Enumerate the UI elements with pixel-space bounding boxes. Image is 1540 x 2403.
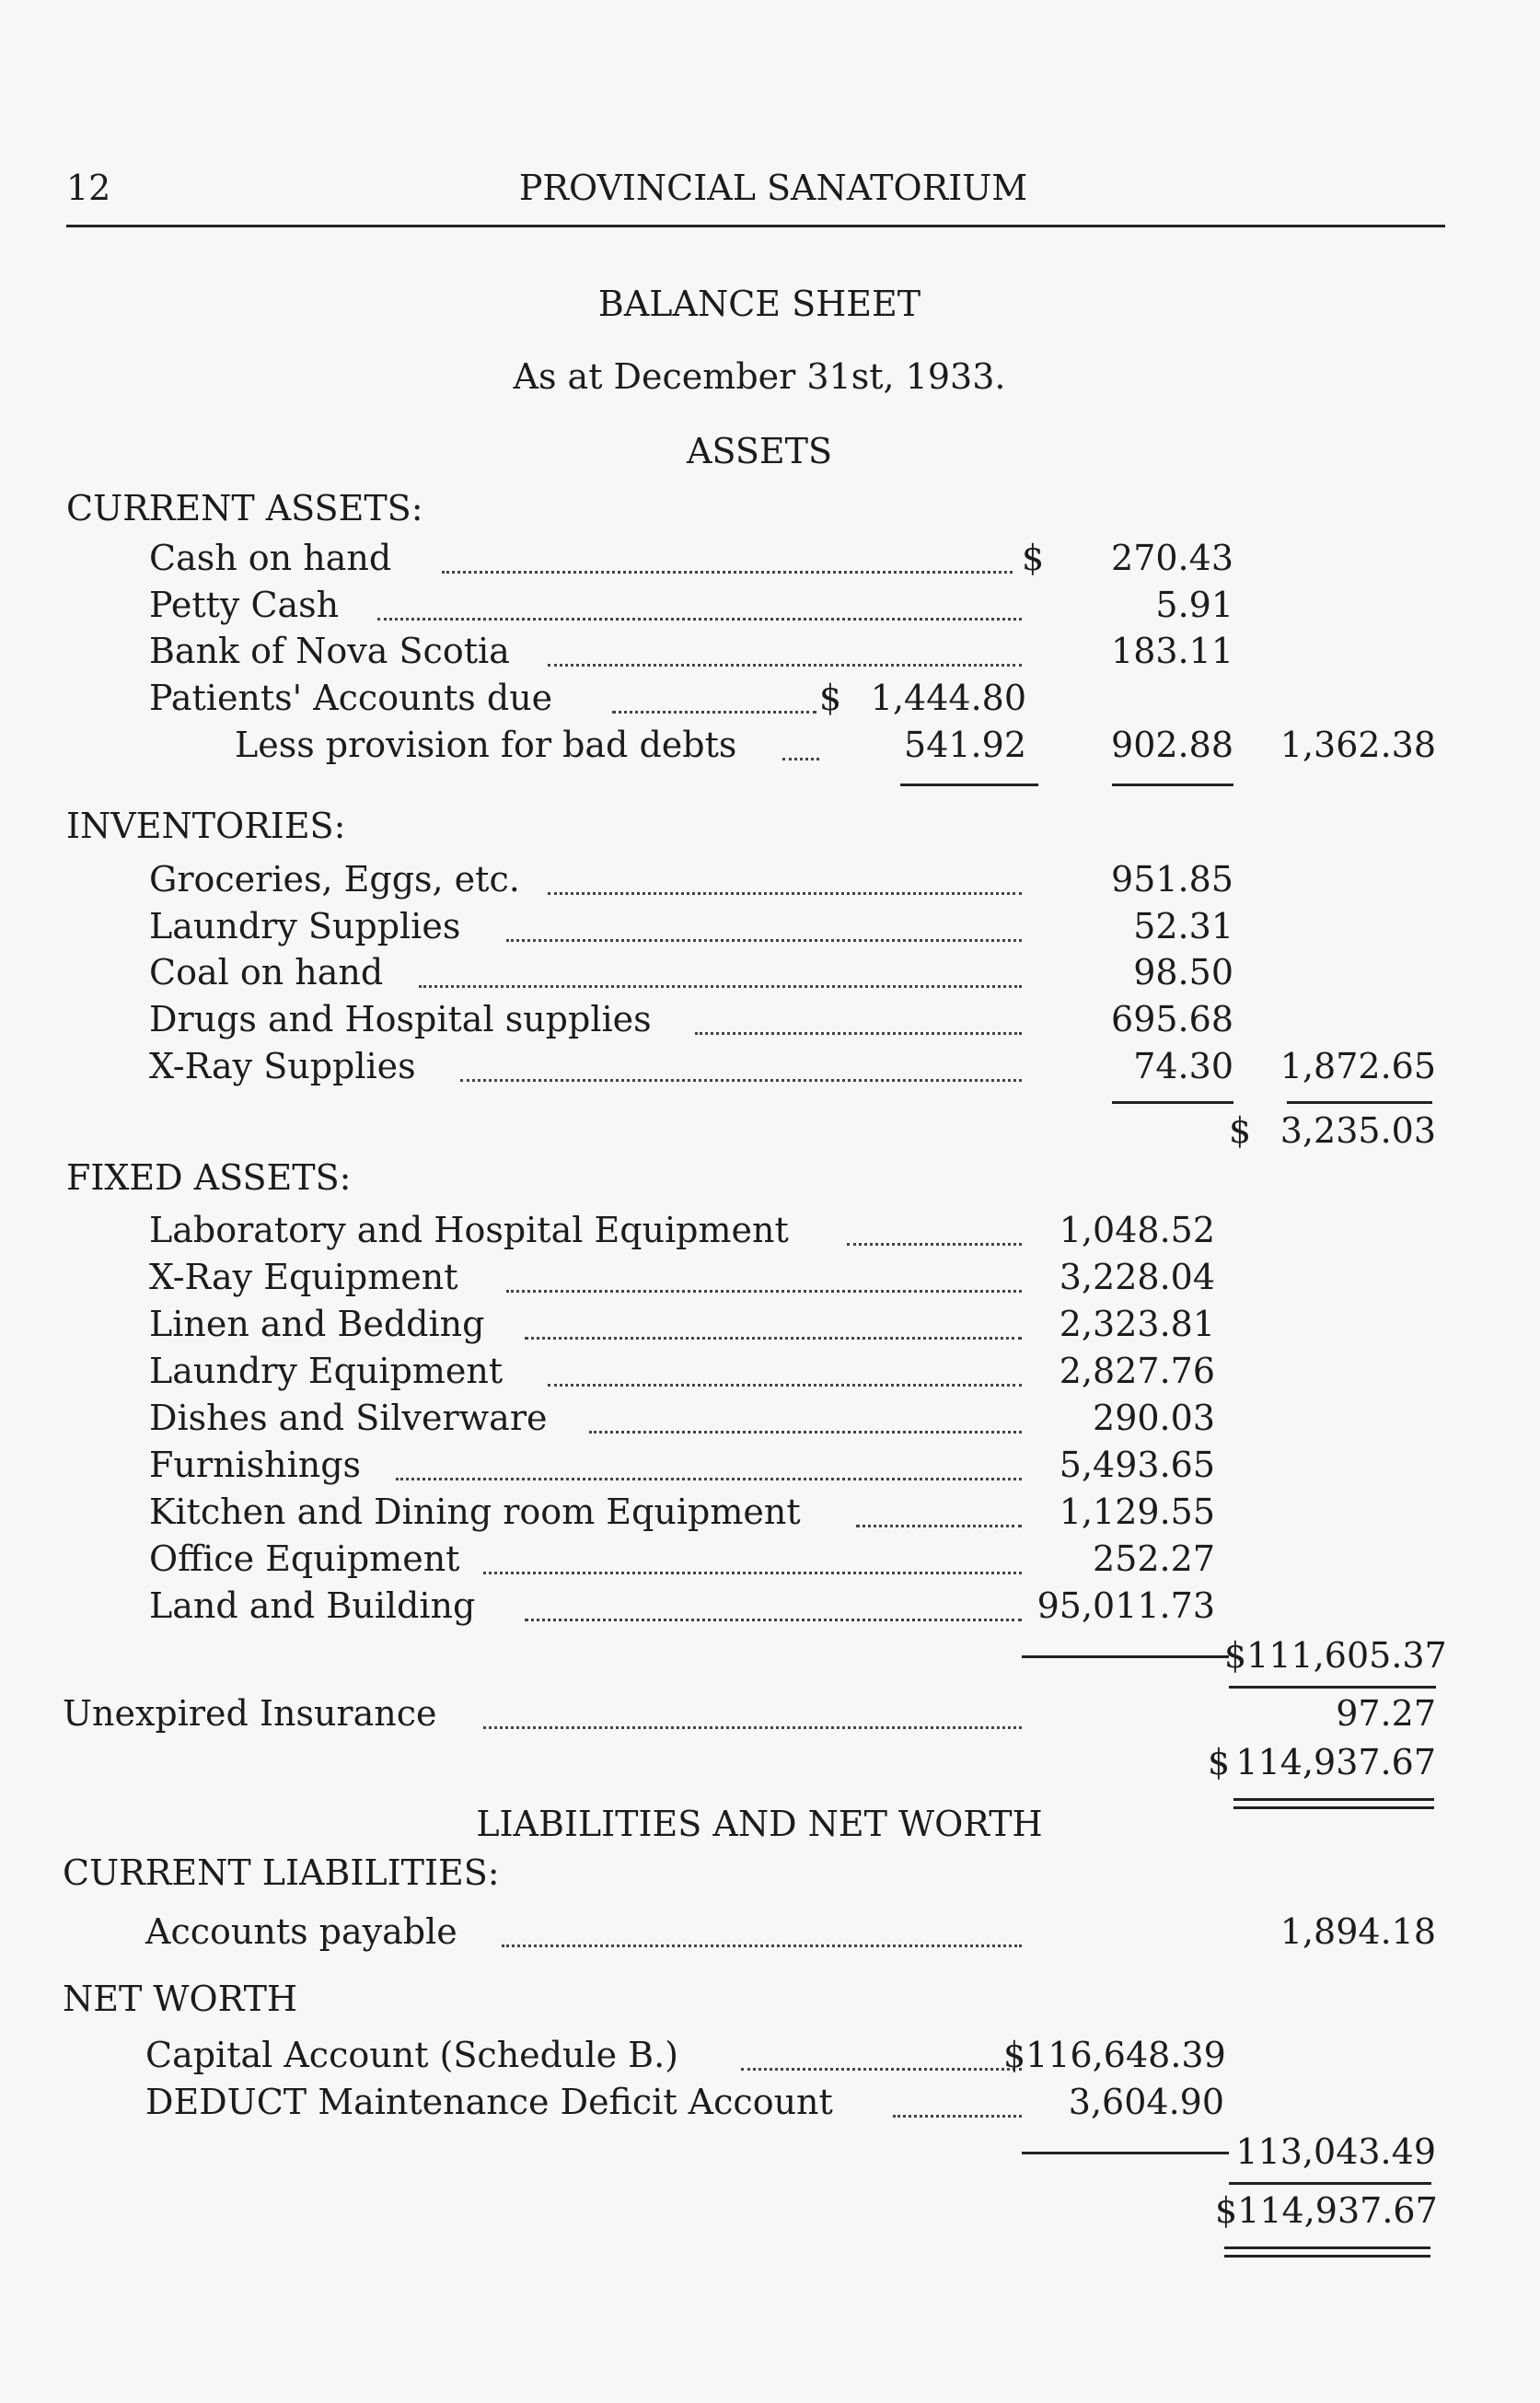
leader-dots (548, 892, 1022, 895)
leader-dots (483, 1726, 1022, 1729)
fixed-item-label: Furnishings (149, 1445, 362, 1485)
capital-account-label: Capital Account (Schedule B.) (145, 2035, 678, 2075)
fixed-item-label: Linen and Bedding (149, 1304, 485, 1344)
accounts-payable-label: Accounts payable (145, 1911, 457, 1952)
cash-label: Cash on hand (149, 538, 392, 578)
current-liabilities-label: CURRENT LIABILITIES: (63, 1852, 500, 1893)
accounts-net-value: 902.88 (1111, 725, 1233, 765)
petty-value: 5.91 (1155, 585, 1233, 625)
deduct-label: DEDUCT Maintenance Deficit Account (145, 2082, 833, 2122)
fixed-item-value: 2,323.81 (1059, 1304, 1215, 1344)
leader-dots (856, 1525, 1022, 1527)
deduct-value: 3,604.90 (1068, 2082, 1224, 2122)
current-assets-label: CURRENT ASSETS: (66, 488, 423, 528)
rule (1287, 1101, 1432, 1104)
assets-total: 114,937.67 (1235, 1742, 1436, 1782)
fixed-item-label: X-Ray Equipment (149, 1257, 458, 1297)
inventory-item-label: Groceries, Eggs, etc. (149, 859, 520, 900)
fixed-item-value: 1,048.52 (1059, 1210, 1215, 1250)
fixed-item-label: Laboratory and Hospital Equipment (149, 1210, 789, 1250)
leader-dots (506, 1290, 1022, 1293)
fixed-item-label: Laundry Equipment (149, 1351, 504, 1391)
liabilities-heading: LIABILITIES AND NET WORTH (476, 1804, 1043, 1844)
inventory-item-value: 74.30 (1133, 1046, 1233, 1086)
current-and-inventory-subtotal: 3,235.03 (1279, 1110, 1436, 1151)
inventory-item-value: 695.68 (1111, 999, 1233, 1039)
leader-dots (847, 1243, 1022, 1246)
leader-dots (506, 939, 1022, 942)
inventories-label: INVENTORIES: (66, 806, 346, 846)
leader-dots (525, 1337, 1022, 1340)
fixed-item-value: 1,129.55 (1059, 1492, 1215, 1532)
petty-label: Petty Cash (149, 585, 340, 625)
unexpired-insurance-label: Unexpired Insurance (63, 1693, 437, 1734)
net-worth-label: NET WORTH (63, 1979, 298, 2019)
rule (900, 784, 1038, 786)
provision-label: Less provision for bad debts (235, 725, 737, 765)
leader-dots (396, 1478, 1022, 1480)
statement-date: As at December 31st, 1933. (513, 356, 1006, 397)
inventory-item-value: 951.85 (1111, 859, 1233, 900)
capital-account-value: $116,648.39 (1003, 2035, 1226, 2075)
leader-dots (589, 1431, 1022, 1434)
patients-label: Patients' Accounts due (149, 678, 553, 718)
provision-value: 541.92 (904, 725, 1026, 765)
inventory-item-label: Drugs and Hospital supplies (149, 999, 652, 1039)
patients-dollar: $ (819, 678, 842, 718)
inventory-item-label: Laundry Supplies (149, 906, 461, 946)
inventory-item-value: 98.50 (1133, 952, 1233, 993)
inventory-item-value: 52.31 (1133, 906, 1233, 946)
inventory-item-label: X-Ray Supplies (149, 1046, 416, 1086)
fixed-assets-total: $111,605.37 (1224, 1635, 1447, 1676)
leader-dots (525, 1619, 1022, 1621)
double-rule (1233, 1798, 1434, 1809)
inventories-total: 1,872.65 (1279, 1046, 1436, 1086)
fixed-assets-label: FIXED ASSETS: (66, 1157, 352, 1198)
patients-value: 1,444.80 (870, 678, 1026, 718)
bank-label: Bank of Nova Scotia (149, 631, 510, 671)
leader-dots (442, 571, 1013, 574)
rule (1022, 2152, 1229, 2154)
current-assets-total: 1,362.38 (1279, 725, 1436, 765)
leader-dots (893, 2115, 1022, 2118)
rule (1229, 1686, 1436, 1689)
assets-heading: ASSETS (687, 431, 832, 471)
bank-value: 183.11 (1111, 631, 1233, 671)
fixed-item-value: 5,493.65 (1059, 1445, 1215, 1485)
leader-dots (419, 985, 1022, 988)
subtotal-dollar: $ (1229, 1110, 1252, 1151)
fixed-item-value: 2,827.76 (1059, 1351, 1215, 1391)
fixed-item-label: Land and Building (149, 1585, 476, 1626)
leader-dots (548, 1384, 1022, 1387)
header-rule (66, 225, 1445, 227)
leader-dots (612, 711, 816, 714)
leader-dots (502, 1944, 1022, 1947)
page-number: 12 (66, 168, 111, 208)
rule (1022, 1655, 1229, 1658)
accounts-payable-value: 1,894.18 (1279, 1911, 1436, 1952)
fixed-item-label: Office Equipment (149, 1538, 460, 1579)
cash-value: 270.43 (1111, 538, 1233, 578)
rule (1112, 784, 1233, 786)
double-rule (1224, 2246, 1430, 2258)
grand-total: $114,937.67 (1215, 2190, 1438, 2231)
fixed-item-value: 95,011.73 (1036, 1585, 1215, 1626)
rule (1229, 2182, 1431, 2185)
assets-total-dollar: $ (1208, 1742, 1231, 1782)
cash-dollar: $ (1022, 538, 1045, 578)
leader-dots (695, 1032, 1022, 1035)
statement-title: BALANCE SHEET (597, 284, 921, 324)
rule (1112, 1101, 1233, 1104)
fixed-item-label: Kitchen and Dining room Equipment (149, 1492, 801, 1532)
fixed-item-value: 290.03 (1093, 1398, 1215, 1438)
unexpired-insurance-value: 97.27 (1336, 1693, 1436, 1734)
running-title: PROVINCIAL SANATORIUM (518, 168, 1028, 208)
leader-dots (782, 758, 819, 760)
leader-dots (377, 618, 1022, 621)
leader-dots (460, 1079, 1022, 1082)
inventory-item-label: Coal on hand (149, 952, 384, 993)
leader-dots (483, 1572, 1022, 1574)
leader-dots (741, 2068, 1022, 2071)
fixed-item-label: Dishes and Silverware (149, 1398, 548, 1438)
leader-dots (548, 664, 1022, 667)
fixed-item-value: 3,228.04 (1059, 1257, 1215, 1297)
net-worth-total: 113,043.49 (1235, 2131, 1436, 2172)
fixed-item-value: 252.27 (1093, 1538, 1215, 1579)
